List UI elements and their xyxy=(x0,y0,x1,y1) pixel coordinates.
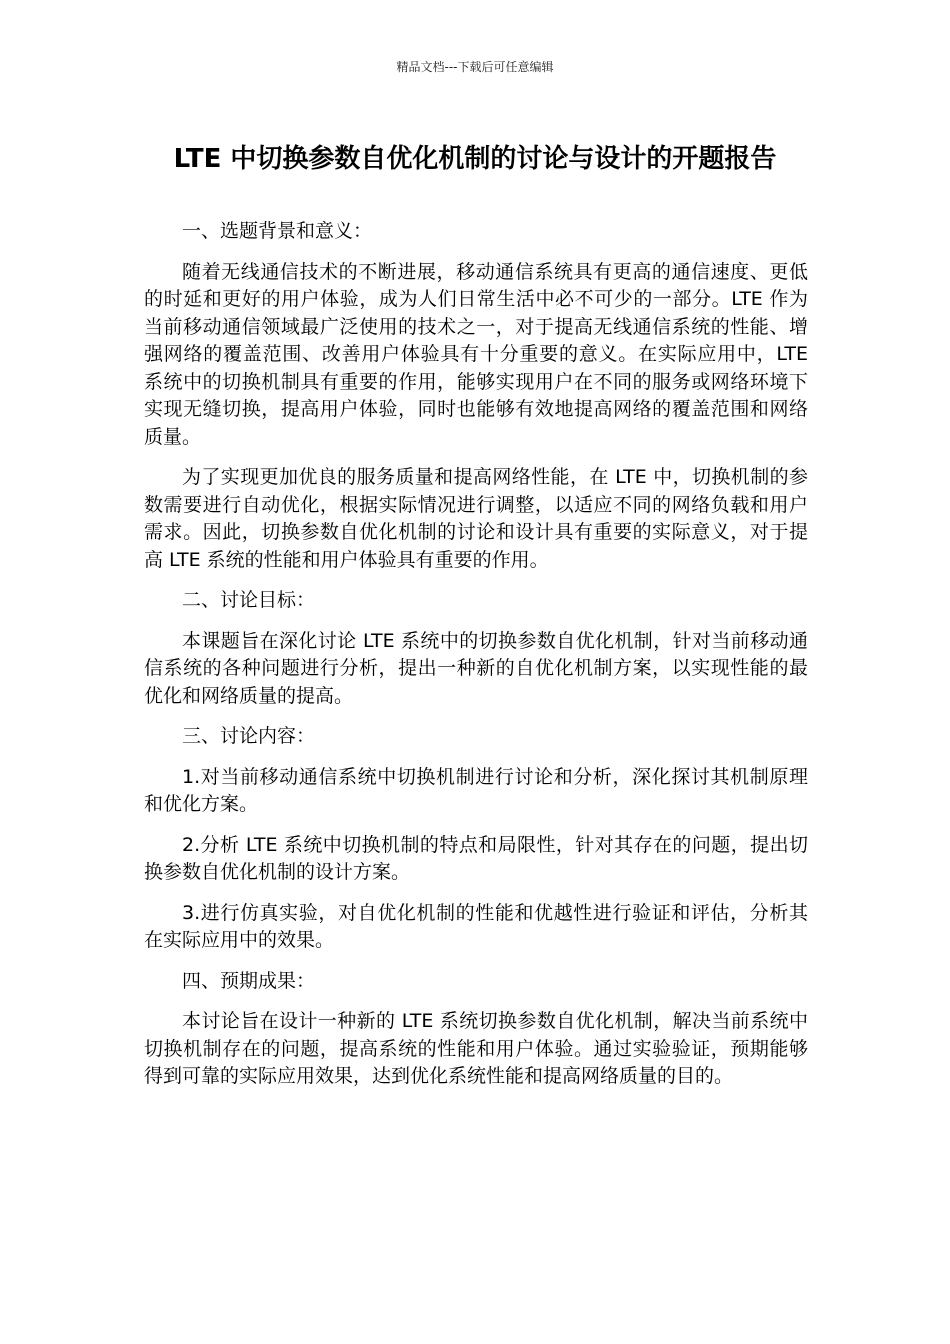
section-heading-content: 三、讨论内容： xyxy=(182,725,316,747)
section-heading-background: 一、选题背景和意义： xyxy=(182,220,373,242)
content-item-3: 3.进行仿真实验，对自优化机制的性能和优越性进行验证和评估，分析其在实际应用中的效果。 xyxy=(144,901,808,951)
paragraph-goals: 本课题旨在深化讨论 LTE 系统中的切换参数自优化机制，针对当前移动通信系统的各种问题进行分析，提出一种新的自优化机制方案，以实现性能的最优化和网络质量的提高。 xyxy=(144,629,808,707)
paragraph-background-1: 随着无线通信技术的不断进展，移动通信系统具有更高的通信速度、更低的时延和更好的用户体验，成为人们日常生活中必不可少的一部分。LTE 作为当前移动通信领域最广泛使用的技术之一，对于提高无线通信系统的性能、增强网络的覆盖范围、改善用户体验具有十分重要的意义。在实际应用中，LTE 系统中的切换机制具有重要的作用，能够实现用户在不同的服务或网络环境下实现无缝切换，提高用户体验，同时也能够有效地提高网络的覆盖范围和网络质量。 xyxy=(144,260,808,448)
content-item-2: 2.分析 LTE 系统中切换机制的特点和局限性，针对其存在的问题，提出切换参数自优化机制的设计方案。 xyxy=(144,833,808,883)
document-title: LTE 中切换参数自优化机制的讨论与设计的开题报告 xyxy=(173,144,777,174)
document-body xyxy=(144,218,808,1104)
paragraph-outcomes: 本讨论旨在设计一种新的 LTE 系统切换参数自优化机制，解决当前系统中切换机制存在的问题，提高系统的性能和用户体验。通过实验验证，预期能够得到可靠的实际应用效果，达到优化系统性能和提高网络质量的目的。 xyxy=(144,1010,808,1087)
header-note: 精品文档---下载后可任意编辑 xyxy=(396,60,554,74)
paragraph-background-2: 为了实现更加优良的服务质量和提高网络性能，在 LTE 中，切换机制的参数需要进行自动优化，根据实际情况进行调整，以适应不同的网络负载和用户需求。因此，切换参数自优化机制的讨论和设计具有重要的实际意义，对于提高 LTE 系统的性能和用户体验具有重要的作用。 xyxy=(144,466,808,571)
section-heading-outcomes: 四、预期成果： xyxy=(182,969,316,992)
section-heading-goals: 二、讨论目标： xyxy=(182,589,316,611)
content-item-1: 1.对当前移动通信系统中切换机制进行讨论和分析，深化探讨其机制原理和优化方案。 xyxy=(144,765,808,815)
